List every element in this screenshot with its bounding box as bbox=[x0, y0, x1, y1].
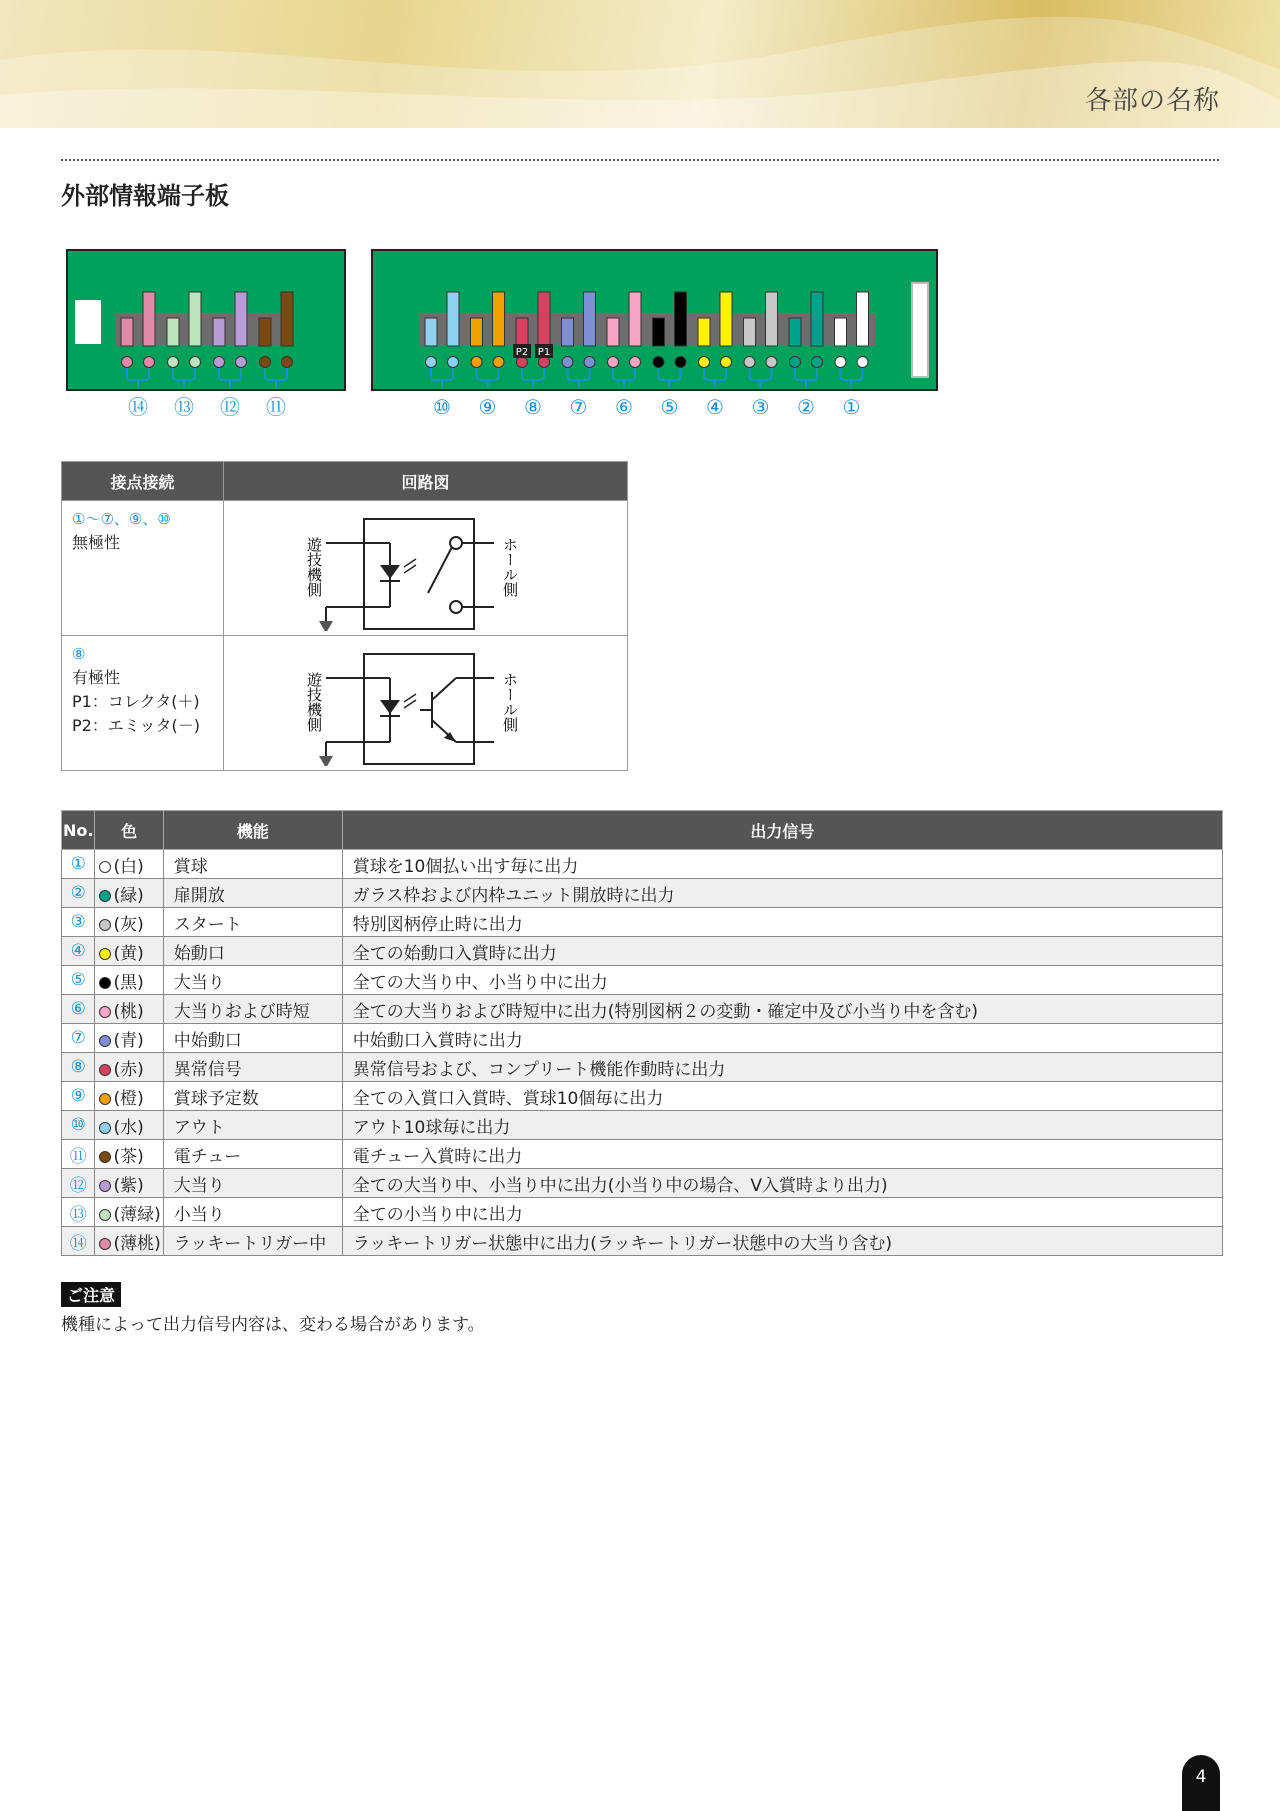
signal-color bbox=[95, 879, 163, 908]
signal-color-label: (灰) bbox=[113, 914, 144, 935]
signal-no: ⑧ bbox=[62, 1053, 95, 1082]
pin-wire bbox=[789, 318, 801, 346]
signal-output: アウト10球毎に出力 bbox=[342, 1111, 1222, 1140]
signal-function: 電チュー bbox=[163, 1140, 342, 1169]
signal-no: ⑦ bbox=[62, 1024, 95, 1053]
contact-connection-table bbox=[61, 461, 628, 771]
signal-color bbox=[95, 1140, 163, 1169]
pin-terminal bbox=[236, 357, 247, 368]
signal-no: ② bbox=[62, 879, 95, 908]
signal-function: 大当り bbox=[163, 966, 342, 995]
signal-function: 大当りおよび時短 bbox=[163, 995, 342, 1024]
signal-color bbox=[95, 1227, 163, 1256]
signal-color bbox=[95, 937, 163, 966]
contact-row-2-circuit bbox=[224, 636, 628, 771]
circuit-diagram-nonpolar bbox=[224, 501, 604, 631]
contact-header-connection: 接点接続 bbox=[62, 462, 224, 501]
pin-number-label: ⑭ bbox=[128, 395, 148, 419]
signal-color-label: (青) bbox=[113, 1030, 144, 1051]
signal-color-label: (紫) bbox=[113, 1175, 144, 1196]
pin-bracket bbox=[795, 368, 817, 380]
pin-wire bbox=[447, 292, 459, 346]
pin-number-label: ④ bbox=[706, 395, 724, 419]
pin-wire bbox=[720, 292, 732, 346]
pin-wire bbox=[629, 292, 641, 346]
signal-color bbox=[95, 1053, 163, 1082]
page-number: 4 bbox=[1182, 1755, 1220, 1811]
color-swatch bbox=[99, 890, 111, 902]
color-swatch bbox=[99, 1035, 111, 1047]
signal-color-label: (黒) bbox=[113, 972, 144, 993]
pin-terminal bbox=[517, 357, 528, 368]
signal-no: ③ bbox=[62, 908, 95, 937]
signal-color bbox=[95, 966, 163, 995]
pin-bracket bbox=[522, 368, 544, 380]
signal-function: スタート bbox=[163, 908, 342, 937]
pin-wire bbox=[516, 318, 528, 346]
pin-number-label: ⑩ bbox=[433, 395, 451, 419]
pin-number-label: ⑧ bbox=[524, 395, 542, 419]
signal-output: 全ての始動口入賞時に出力 bbox=[342, 937, 1222, 966]
signal-color bbox=[95, 1024, 163, 1053]
contact-row-2-type: 有極性 bbox=[72, 668, 121, 687]
circuit-right-label: ホール側 bbox=[501, 537, 519, 597]
pin-number-label: ⑫ bbox=[220, 395, 240, 419]
pin-number-label: ⑨ bbox=[478, 395, 497, 419]
pin-wire bbox=[281, 292, 293, 346]
table-row bbox=[62, 850, 1223, 879]
circuit2-left-label: 遊技機側 bbox=[305, 672, 323, 732]
pin-bracket bbox=[219, 368, 241, 380]
table-row bbox=[62, 966, 1223, 995]
signal-color bbox=[95, 850, 163, 879]
pin-terminal bbox=[653, 357, 664, 368]
connector-pins-diagram bbox=[0, 240, 1280, 430]
signal-color-label: (緑) bbox=[113, 885, 144, 906]
contact-row-2-p2: P2：エミッタ(－) bbox=[72, 716, 200, 735]
color-swatch bbox=[99, 861, 111, 873]
signal-no: ⑪ bbox=[62, 1140, 95, 1169]
page-title: 外部情報端子板 bbox=[61, 182, 229, 210]
circuit-diagram-polar bbox=[224, 636, 604, 766]
signal-color-label: (薄緑) bbox=[113, 1204, 161, 1225]
signal-color-label: (桃) bbox=[113, 1001, 144, 1022]
signal-no: ⑥ bbox=[62, 995, 95, 1024]
signal-output: 全ての大当り中、小当り中に出力(小当り中の場合、V入賞時より出力) bbox=[342, 1169, 1222, 1198]
contact-row-2-p1: P1：コレクタ(＋) bbox=[72, 692, 200, 711]
pin-terminal bbox=[812, 357, 823, 368]
signal-output: ガラス枠および内枠ユニット開放時に出力 bbox=[342, 879, 1222, 908]
pin-bracket bbox=[750, 368, 772, 380]
color-swatch bbox=[99, 919, 111, 931]
signal-no: ① bbox=[62, 850, 95, 879]
pin-number-label: ① bbox=[842, 395, 861, 419]
pin-terminal bbox=[721, 357, 732, 368]
pin-terminal bbox=[260, 357, 271, 368]
contact-header-circuit: 回路図 bbox=[224, 462, 628, 501]
signal-no: ⑤ bbox=[62, 966, 95, 995]
signal-header-no: No. bbox=[62, 811, 95, 850]
contact-row-2-desc bbox=[62, 636, 224, 771]
signal-output: 全ての入賞口入賞時、賞球10個毎に出力 bbox=[342, 1082, 1222, 1111]
pin-number-label: ⑪ bbox=[266, 395, 286, 419]
signal-color bbox=[95, 1169, 163, 1198]
contact-row-1-circuit bbox=[224, 501, 628, 636]
signal-output: 中始動口入賞時に出力 bbox=[342, 1024, 1222, 1053]
pin-terminal bbox=[282, 357, 293, 368]
pin-wire bbox=[189, 292, 201, 346]
table-row bbox=[62, 995, 1223, 1024]
pin-number-label: ⑦ bbox=[569, 395, 588, 419]
table-row bbox=[62, 1053, 1223, 1082]
signal-color-label: (橙) bbox=[113, 1088, 144, 1109]
pin-wire bbox=[562, 318, 574, 346]
pin-terminal bbox=[562, 357, 573, 368]
pin-terminal bbox=[122, 357, 133, 368]
signal-color bbox=[95, 1082, 163, 1111]
pin-number-label: ③ bbox=[751, 395, 770, 419]
signal-no: ④ bbox=[62, 937, 95, 966]
signal-no: ⑨ bbox=[62, 1082, 95, 1111]
pin-terminal bbox=[857, 357, 868, 368]
pin-wire bbox=[121, 318, 133, 346]
contact-row-1-pins: ①～⑦、⑨、⑩ bbox=[72, 510, 171, 528]
pin-wire bbox=[167, 318, 179, 346]
circuit-left-label: 遊技機側 bbox=[305, 537, 323, 597]
color-swatch bbox=[99, 1238, 111, 1250]
signal-output: 異常信号および、コンプリート機能作動時に出力 bbox=[342, 1053, 1222, 1082]
connector-housing-right bbox=[420, 314, 875, 346]
signal-color-label: (水) bbox=[113, 1117, 144, 1138]
pin-terminal bbox=[675, 357, 686, 368]
signal-function: 異常信号 bbox=[163, 1053, 342, 1082]
signal-function: 賞球 bbox=[163, 850, 342, 879]
pin-bracket bbox=[431, 368, 453, 380]
pin-bracket bbox=[704, 368, 726, 380]
signal-color bbox=[95, 1111, 163, 1140]
color-swatch bbox=[99, 1064, 111, 1076]
pin-bracket bbox=[173, 368, 195, 380]
pin-wire bbox=[493, 292, 505, 346]
pin-bracket bbox=[659, 368, 681, 380]
pin-wire bbox=[425, 318, 437, 346]
circuit2-right-label: ホール側 bbox=[501, 672, 519, 732]
p2-label: P2 bbox=[515, 347, 529, 358]
signal-output: 賞球を10個払い出す毎に出力 bbox=[342, 850, 1222, 879]
pin-bracket bbox=[477, 368, 499, 380]
signal-header-color: 色 bbox=[95, 811, 163, 850]
pin-bracket bbox=[265, 368, 287, 380]
signal-function: 扉開放 bbox=[163, 879, 342, 908]
signal-output: 全ての小当り中に出力 bbox=[342, 1198, 1222, 1227]
table-row bbox=[62, 1111, 1223, 1140]
pin-terminal bbox=[493, 357, 504, 368]
table-row bbox=[62, 1082, 1223, 1111]
pin-wire bbox=[213, 318, 225, 346]
signal-header-output: 出力信号 bbox=[342, 811, 1222, 850]
signal-function: 大当り bbox=[163, 1169, 342, 1198]
table-row bbox=[62, 1227, 1223, 1256]
pin-terminal bbox=[699, 357, 710, 368]
pin-number-label: ⑬ bbox=[174, 395, 194, 419]
page-header bbox=[0, 0, 1280, 128]
pin-number-label: ⑥ bbox=[615, 395, 633, 419]
signal-no: ⑫ bbox=[62, 1169, 95, 1198]
signal-color-label: (黄) bbox=[113, 943, 144, 964]
signal-output: 特別図柄停止時に出力 bbox=[342, 908, 1222, 937]
signal-output: 全ての大当りおよび時短中に出力(特別図柄２の変動・確定中及び小当り中を含む) bbox=[342, 995, 1222, 1024]
contact-row-2-pins: ⑧ bbox=[72, 645, 86, 663]
signal-no: ⑭ bbox=[62, 1227, 95, 1256]
dotted-divider bbox=[61, 159, 1219, 161]
signal-function: アウト bbox=[163, 1111, 342, 1140]
signal-header-function: 機能 bbox=[163, 811, 342, 850]
signal-function: 賞球予定数 bbox=[163, 1082, 342, 1111]
color-swatch bbox=[99, 1180, 111, 1192]
signal-function: 中始動口 bbox=[163, 1024, 342, 1053]
pin-terminal bbox=[168, 357, 179, 368]
signal-output: 全ての大当り中、小当り中に出力 bbox=[342, 966, 1222, 995]
signal-color bbox=[95, 908, 163, 937]
color-swatch bbox=[99, 977, 111, 989]
pin-wire bbox=[744, 318, 756, 346]
pin-wire bbox=[259, 318, 271, 346]
pin-terminal bbox=[214, 357, 225, 368]
pin-terminal bbox=[426, 357, 437, 368]
pin-wire bbox=[607, 318, 619, 346]
pin-wire bbox=[143, 292, 155, 346]
color-swatch bbox=[99, 948, 111, 960]
pin-terminal bbox=[584, 357, 595, 368]
pin-wire bbox=[835, 318, 847, 346]
table-row bbox=[62, 1024, 1223, 1053]
pin-terminal bbox=[190, 357, 201, 368]
note-label: ご注意 bbox=[61, 1282, 121, 1307]
pin-terminal bbox=[790, 357, 801, 368]
contact-row-1-desc bbox=[62, 501, 224, 636]
signal-no: ⑬ bbox=[62, 1198, 95, 1227]
pin-wire bbox=[811, 292, 823, 346]
pin-wire bbox=[235, 292, 247, 346]
section-name: 各部の名称 bbox=[1084, 86, 1220, 116]
contact-row-1-type: 無極性 bbox=[72, 533, 121, 552]
signal-function: 小当り bbox=[163, 1198, 342, 1227]
pin-wire bbox=[857, 292, 869, 346]
color-swatch bbox=[99, 1122, 111, 1134]
pin-bracket bbox=[613, 368, 635, 380]
signal-color bbox=[95, 1198, 163, 1227]
signal-color-label: (白) bbox=[113, 856, 144, 877]
pin-terminal bbox=[630, 357, 641, 368]
signal-color bbox=[95, 995, 163, 1024]
pin-wire bbox=[471, 318, 483, 346]
signal-function: ラッキートリガー中 bbox=[163, 1227, 342, 1256]
pin-number-label: ② bbox=[797, 395, 815, 419]
color-swatch bbox=[99, 1209, 111, 1221]
pin-terminal bbox=[608, 357, 619, 368]
pin-wire bbox=[766, 292, 778, 346]
pin-wire bbox=[538, 292, 550, 346]
color-swatch bbox=[99, 1151, 111, 1163]
pin-number-label: ⑤ bbox=[660, 395, 679, 419]
pin-terminal bbox=[744, 357, 755, 368]
pin-terminal bbox=[539, 357, 550, 368]
signal-output: ラッキートリガー状態中に出力(ラッキートリガー状態中の大当り含む) bbox=[342, 1227, 1222, 1256]
pin-terminal bbox=[448, 357, 459, 368]
table-row bbox=[62, 879, 1223, 908]
signal-color-label: (赤) bbox=[113, 1059, 144, 1080]
output-signal-table bbox=[61, 810, 1223, 1256]
signal-color-label: (茶) bbox=[113, 1146, 144, 1167]
table-row bbox=[62, 1169, 1223, 1198]
signal-function: 始動口 bbox=[163, 937, 342, 966]
pin-terminal bbox=[835, 357, 846, 368]
pin-terminal bbox=[471, 357, 482, 368]
table-row bbox=[62, 937, 1223, 966]
signal-no: ⑩ bbox=[62, 1111, 95, 1140]
pin-terminal bbox=[766, 357, 777, 368]
pin-terminal bbox=[144, 357, 155, 368]
pin-wire bbox=[698, 318, 710, 346]
p1-label: P1 bbox=[537, 347, 551, 358]
table-row bbox=[62, 908, 1223, 937]
pin-bracket bbox=[568, 368, 590, 380]
note-text: 機種によって出力信号内容は、変わる場合があります。 bbox=[61, 1315, 485, 1335]
pin-wire bbox=[653, 318, 665, 346]
color-swatch bbox=[99, 1093, 111, 1105]
color-swatch bbox=[99, 1006, 111, 1018]
table-row bbox=[62, 1198, 1223, 1227]
pin-bracket bbox=[127, 368, 149, 380]
table-row bbox=[62, 1140, 1223, 1169]
signal-output: 電チュー入賞時に出力 bbox=[342, 1140, 1222, 1169]
pin-bracket bbox=[841, 368, 863, 380]
pin-wire bbox=[584, 292, 596, 346]
pin-wire bbox=[675, 292, 687, 346]
signal-color-label: (薄桃) bbox=[113, 1233, 161, 1254]
